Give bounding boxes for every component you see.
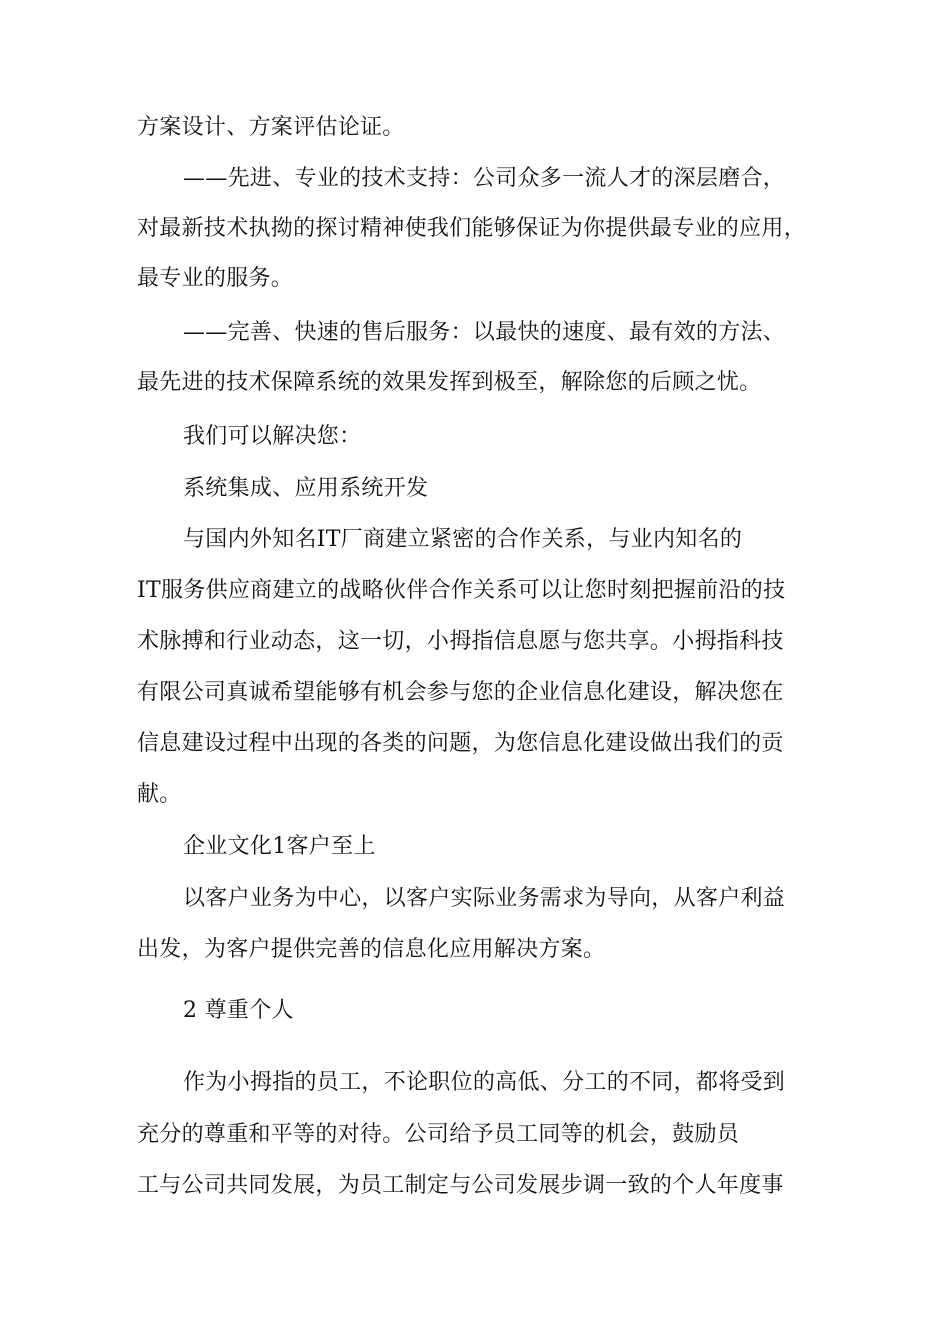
text-line: 系统集成、应用系统开发: [183, 476, 429, 501]
text-line: 2 尊重个人: [183, 998, 294, 1023]
text-line: 出发，为客户提供完善的信息化应用解决方案。: [137, 937, 606, 962]
text-line: 充分的尊重和平等的对待。公司给予员工同等的机会，鼓励员: [137, 1122, 740, 1147]
text-line: 最专业的服务。: [137, 266, 294, 291]
text-line: 有限公司真诚希望能够有机会参与您的企业信息化建设，解决您在: [137, 680, 784, 705]
text-line: ——先进、专业的技术支持：公司众多一流人才的深层磨合，: [183, 166, 786, 191]
text-line: 作为小拇指的员工，不论职位的高低、分工的不同，都将受到: [183, 1070, 786, 1095]
text-line: 与国内外知名IT厂商建立紧密的合作关系，与业内知名的: [183, 527, 743, 552]
text-line: IT服务供应商建立的战略伙伴合作关系可以让您时刻把握前沿的技: [137, 578, 786, 603]
text-line: 我们可以解决您：: [183, 424, 362, 449]
text-line: 方案设计、方案评估论证。: [137, 115, 405, 140]
text-line: 企业文化1客户至上: [183, 834, 376, 859]
text-line: 工与公司共同发展，为员工制定与公司发展步调一致的个人年度事: [137, 1173, 784, 1198]
text-line: 术脉搏和行业动态，这一切，小拇指信息愿与您共享。小拇指科技: [137, 629, 784, 654]
text-line: 以客户业务为中心，以客户实际业务需求为导向，从客户利益: [183, 886, 786, 911]
text-line: 献。: [137, 782, 182, 807]
text-line: ——完善、快速的售后服务：以最快的速度、最有效的方法、: [183, 320, 786, 345]
text-line: 信息建设过程中出现的各类的问题，为您信息化建设做出我们的贡: [137, 731, 784, 756]
text-line: 最先进的技术保障系统的效果发挥到极至，解除您的后顾之忧。: [137, 370, 762, 395]
text-line: 对最新技术执拗的探讨精神使我们能够保证为你提供最专业的应用，: [137, 216, 807, 241]
